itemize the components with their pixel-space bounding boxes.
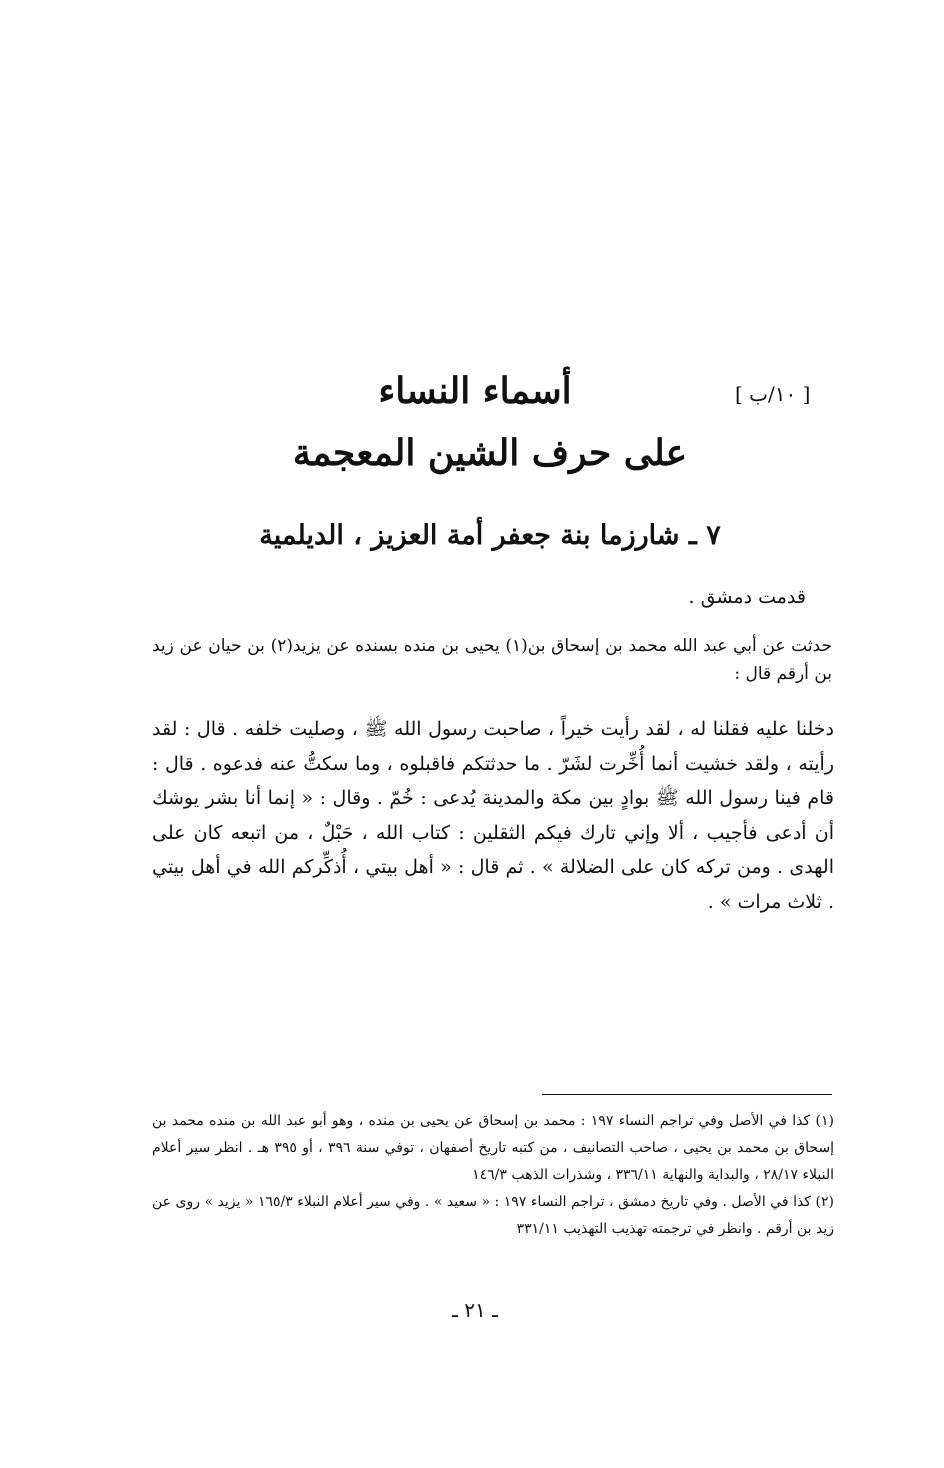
entry-heading: ٧ ـ شارزما بنة جعفر أمة العزيز ، الديلمية (259, 520, 721, 551)
isnad-paragraph: حدثت عن أبي عبد الله محمد بن إسحاق بن(١) يحيى بن منده بسنده عن يزيد(٢) بن حيان عن زيد بن أرقم قال : (152, 636, 832, 684)
folio-marker (735, 382, 845, 406)
chapter-subtitle: على حرف الشين المعجمة (292, 432, 688, 474)
folio-marker-text: [ ١٠/ب ] (735, 382, 811, 406)
entry-intro: قدمت دمشق . (688, 586, 806, 608)
footnotes (152, 1108, 834, 1243)
footnote-1: (١) كذا في الأصل وفي تراجم النساء ١٩٧ : محمد بن إسحاق عن يحيى بن منده ، وهو أبو عبد الله بن منده محمد بن إسحاق بن محمد بن يحيى ، صاحب التصانيف ، من كتبه تاريخ أصفهان ، توفي سنة ٣٩٦ ، أو ٣٩٥ هـ . انظر سير أعلام النبلاء ٢٨/١٧ ، والبداية والنهاية ٣٣٦/١١ ، وشذرات الذهب ١٤٦/٣ (152, 1113, 835, 1183)
footnote-divider (542, 1094, 832, 1095)
chapter-title: أسماء النساء (378, 370, 572, 412)
footnote-2: (٢) كذا في الأصل . وفي تاريخ دمشق ، تراجم النساء ١٩٧ : « سعيد » . وفي سير أعلام النبلاء ١٦٥/٣ « يزيد » روى عن زيد بن أرقم . وانظر في ترجمته تهذيب التهذيب ٣٣١/١١ (152, 1194, 834, 1237)
hadith-paragraph: دخلنا عليه فقلنا له ، لقد رأيت خيراً ، صاحبت رسول الله ﷺ ، وصليت خلفه . قال : لقد رأيته ، ولقد خشيت أنما أُخِّرت لشَرّ . ما حدثتكم فاقبلوه ، وما سكتُّ عنه فدعوه . قال : قام فينا رسول الله ﷺ بوادٍ بين مكة والمدينة يُدعى : خُمّ . وقال : « إنما أنا بشر يوشك أن أدعى فأجيب ، ألا وإني تارك فيكم الثقلين : كتاب الله ، حَبْلٌ ، من اتبعه كان على الهدى . ومن تركه كان على الضلالة » . ثم قال : « أهل بيتي ، أُذكِّركم الله في أهل بيتي . ثلاث مرات » . (152, 718, 834, 913)
page-number: ـ ٢١ ـ (452, 1298, 498, 1322)
